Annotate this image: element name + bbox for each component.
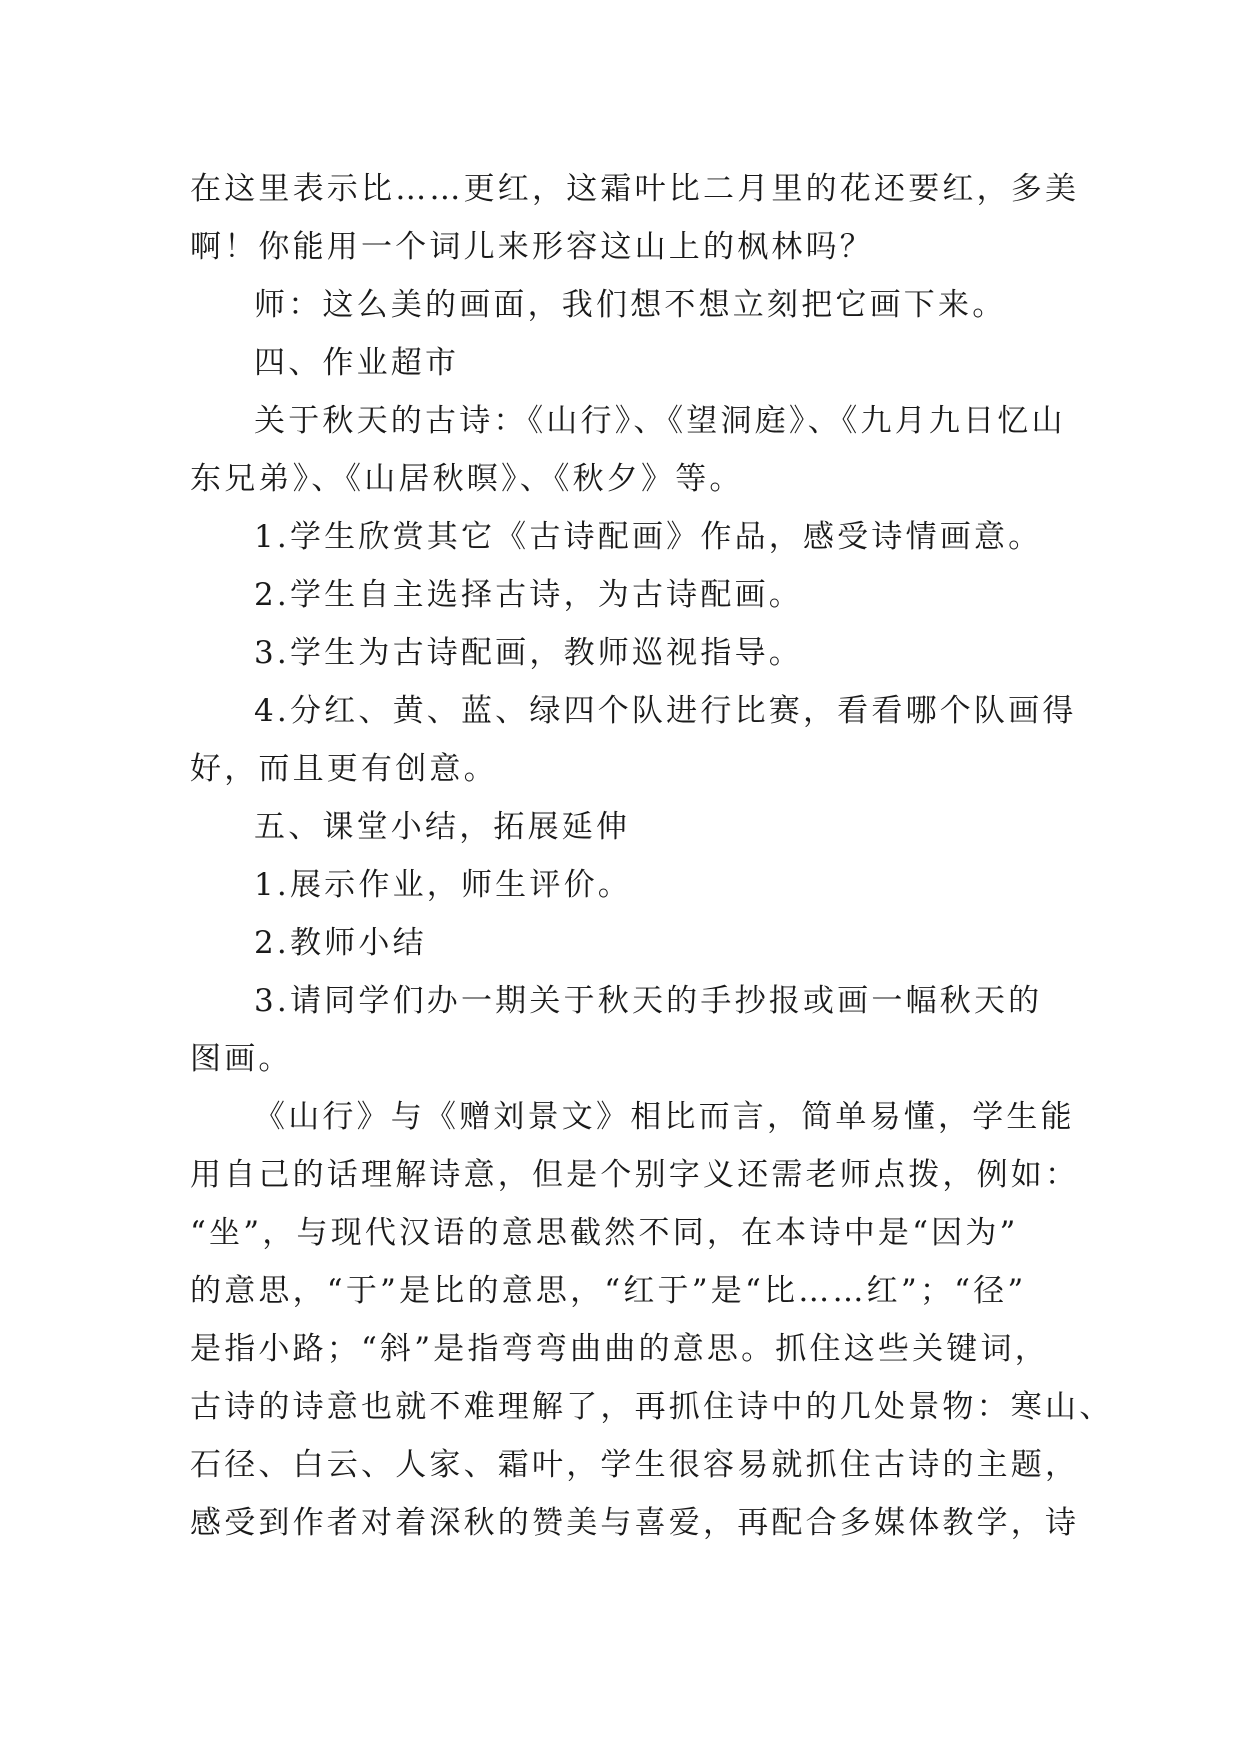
text-line: 是指小路；“斜”是指弯弯曲曲的意思。抓住这些关键词，	[190, 1331, 1049, 1367]
text-line: 古诗的诗意也就不难理解了，再抓住诗中的几处景物：寒山、	[190, 1389, 1114, 1425]
text-line: 在这里表示比……更红，这霜叶比二月里的花还要红，多美	[190, 171, 1080, 207]
document-body	[190, 160, 1114, 1552]
text-line: 2.教师小结	[254, 925, 427, 961]
text-line: 图画。	[190, 1041, 293, 1077]
text-line: 关于秋天的古诗：《山行》、《望洞庭》、《九月九日忆山	[254, 403, 1066, 439]
text-line: 五、课堂小结，拓展延伸	[254, 809, 631, 845]
text-line: 《山行》与《赠刘景文》相比而言，简单易懂，学生能	[254, 1099, 1075, 1135]
text-line: 4.分红、黄、蓝、绿四个队进行比赛，看看哪个队画得	[254, 693, 1077, 729]
text-line: 3.学生为古诗配画，教师巡视指导。	[254, 635, 803, 671]
text-line: 东兄弟》、《山居秋暝》、《秋夕》等。	[190, 461, 744, 497]
text-line: 好，而且更有创意。	[190, 751, 498, 787]
text-line: 用自己的话理解诗意，但是个别字义还需老师点拨，例如：	[190, 1157, 1080, 1193]
text-line: 1.展示作业，师生评价。	[254, 867, 632, 903]
text-line: 的意思，“于”是比的意思，“红于”是“比……红”；“径”	[190, 1273, 1027, 1309]
text-line: 师：这么美的画面，我们想不想立刻把它画下来。	[254, 287, 1007, 323]
text-line: “坐”，与现代汉语的意思截然不同，在本诗中是“因为”	[190, 1215, 1019, 1251]
text-line: 1.学生欣赏其它《古诗配画》作品，感受诗情画意。	[254, 519, 1043, 555]
text-line: 四、作业超市	[254, 345, 460, 381]
text-line: 3.请同学们办一期关于秋天的手抄报或画一幅秋天的	[254, 983, 1043, 1019]
text-line: 石径、白云、人家、霜叶，学生很容易就抓住古诗的主题，	[190, 1447, 1080, 1483]
text-line: 啊！你能用一个词儿来形容这山上的枫林吗？	[190, 229, 874, 265]
text-line: 感受到作者对着深秋的赞美与喜爱，再配合多媒体教学，诗	[190, 1505, 1080, 1541]
text-line: 2.学生自主选择古诗，为古诗配画。	[254, 577, 803, 613]
